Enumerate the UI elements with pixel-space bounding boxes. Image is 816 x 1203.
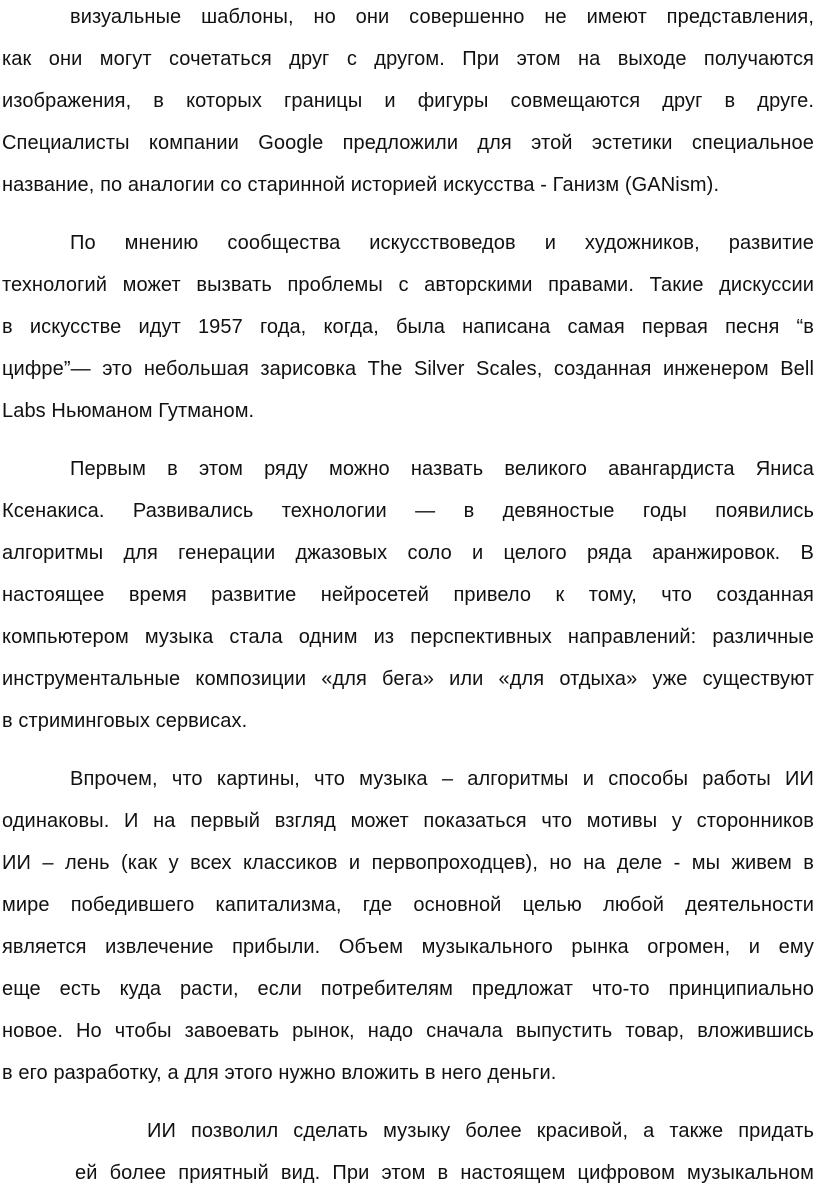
text-line: технологий может вызвать проблемы с авторскими правами. Такие дискуссии [2, 274, 814, 296]
text-line: в его разработку, а для этого нужно вложить в него деньги. [2, 1062, 557, 1084]
text-line: ей более приятный вид. При этом в настоящем цифровом музыкальном [75, 1162, 814, 1184]
text-line: Ксенакиса. Развивались технологии — в девяностые годы появились [2, 500, 814, 522]
text-line: ИИ позволил сделать музыку более красивой, а также придать [147, 1120, 814, 1142]
text-line: компьютером музыка стала одним из перспективных направлений: различные [2, 626, 814, 648]
text-line: визуальные шаблоны, но они совершенно не имеют представления, [70, 6, 814, 28]
text-line: Впрочем, что картины, что музыка – алгоритмы и способы работы ИИ [70, 768, 814, 790]
text-line: цифре”— это небольшая зарисовка The Silver Scales, созданная инженером Bell [2, 358, 814, 380]
text-line: изображения, в которых границы и фигуры совмещаются друг в друге. [2, 90, 814, 112]
text-line: инструментальные композиции «для бега» или «для отдыха» уже существуют [2, 668, 814, 690]
text-line: Специалисты компании Google предложили для этой эстетики специальное [2, 132, 814, 154]
text-line: в искусстве идут 1957 года, когда, была написана самая первая песня “в [2, 316, 814, 338]
text-line: Первым в этом ряду можно назвать великого авангардиста Яниса [70, 458, 814, 480]
text-line: По мнению сообщества искусствоведов и художников, развитие [70, 232, 814, 254]
text-line: является извлечение прибыли. Объем музыкального рынка огромен, и ему [2, 936, 814, 958]
text-line: как они могут сочетаться друг с другом. При этом на выходе получаются [2, 48, 814, 70]
text-line: настоящее время развитие нейросетей привело к тому, что созданная [2, 584, 814, 606]
text-line: ИИ – лень (как у всех классиков и первопроходцев), но на деле - мы живем в [2, 852, 814, 874]
text-line: новое. Но чтобы завоевать рынок, надо сначала выпустить товар, вложившись [2, 1020, 814, 1042]
text-line: еще есть куда расти, если потребителям предложат что-то принципиально [2, 978, 814, 1000]
text-line: одинаковы. И на первый взгляд может показаться что мотивы у сторонников [2, 810, 814, 832]
text-line: название, по аналогии со старинной историей искусства - Ганизм (GANism). [2, 174, 720, 196]
text-line: мире победившего капитализма, где основной целью любой деятельности [2, 894, 814, 916]
text-line: алгоритмы для генерации джазовых соло и целого ряда аранжировок. В [2, 542, 814, 564]
text-line: в стриминговых сервисах. [2, 710, 248, 732]
text-line: Labs Ньюманом Гутманом. [2, 400, 255, 422]
